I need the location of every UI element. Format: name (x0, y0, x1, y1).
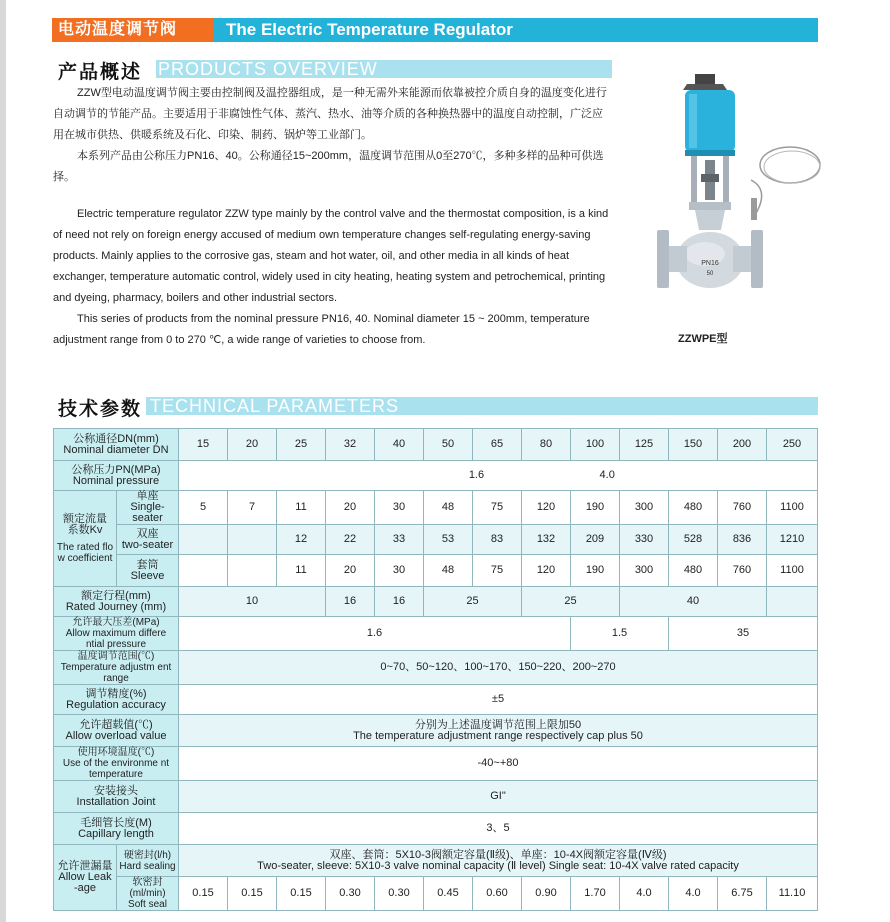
params-heading-cn: 技术参数 (58, 399, 143, 420)
kv-sleeve-cell: 300 (620, 555, 669, 587)
pressure-diff-cell: 1.5 (571, 617, 669, 651)
dn-cell: 20 (228, 429, 277, 461)
journey-cell: 10 (179, 587, 326, 617)
kv-sleeve-cell: 20 (326, 555, 375, 587)
label-accuracy: 调节精度(%) Regulation accuracy (54, 685, 179, 715)
kv-sleeve-cell: 48 (424, 555, 473, 587)
valve-marking-pn: PN16 (701, 260, 719, 267)
leak-soft-cell: 0.90 (522, 877, 571, 911)
kv-single-cell: 480 (669, 491, 718, 525)
kv-sleeve-cell: 120 (522, 555, 571, 587)
label-leakage: 允许泄漏量 Allow Leak -age (54, 845, 117, 911)
overview-paragraph-cn-2: 本系列产品由公称压力PN16、40。公称通径15~200mm，温度调节范围从0至270℃，多种多样的品种可供选择。 (53, 150, 604, 183)
label-temp-range: 温度调节范围(℃) Temperature adjustm ent range (54, 651, 179, 685)
leak-soft-cell: 0.45 (424, 877, 473, 911)
label-journey: 额定行程(mm) Rated Journey (mm) (54, 587, 179, 617)
dn-cell: 80 (522, 429, 571, 461)
kv-two-cell: 1210 (767, 525, 818, 555)
leak-soft-cell: 0.15 (228, 877, 277, 911)
kv-single-cell: 120 (522, 491, 571, 525)
dn-cell: 40 (375, 429, 424, 461)
leak-soft-cell: 1.70 (571, 877, 620, 911)
table-row-joint (54, 781, 818, 813)
label-ambient: 使用环境温度(℃) Use of the environme nt temperature (54, 747, 179, 781)
pressure-diff-cell: 35 (669, 617, 818, 651)
leak-hard-value: 双座、套筒：5X10-3阀额定容量(Ⅱ级)、单座：10-4X阀额定容量(Ⅳ级) Two-seater, sleeve: 5X10-3 valve nominal capacity (Ⅱ level) Single seat: 10-4X valve rated capacity (179, 845, 818, 877)
pressure-diff-cell: 1.6 (179, 617, 571, 651)
label-kv-single: 单座 Single-seater (117, 491, 179, 525)
table-row-pressure-diff (54, 617, 818, 651)
overload-value: 分别为上述温度调节范围上限加50 The temperature adjustment range respectively cap plus 50 (179, 715, 818, 747)
dn-cell: 32 (326, 429, 375, 461)
label-pressure-diff: 允许最大压差(MPa) Allow maximum differe ntial pressure (54, 617, 179, 651)
product-caption: ZZWPE型 (678, 333, 728, 345)
kv-two-cell: 528 (669, 525, 718, 555)
overview-paragraph-en-2: This series of products from the nominal pressure PN16, 40. Nominal diameter 15 ~ 200mm, temperature adjustment range from 0 to 270 ℃, a wide range of varieties to choose from. (53, 313, 590, 346)
journey-cell-empty (767, 587, 818, 617)
table-row-kv-two (54, 525, 818, 555)
kv-two-cell: 209 (571, 525, 620, 555)
label-leak-soft: 软密封(ml/min) Soft seal (117, 877, 179, 911)
kv-sleeve-cell: 480 (669, 555, 718, 587)
capillary-value: 3、5 (179, 813, 818, 845)
leak-soft-cell: 0.15 (277, 877, 326, 911)
header-title-cn: 电动温度调节阀 (52, 18, 214, 42)
ambient-value: -40~+80 (179, 747, 818, 781)
header-bar (52, 18, 818, 42)
pn-values: 1.6 4.0 (179, 461, 818, 491)
technical-parameters-table (53, 428, 818, 911)
journey-cell: 16 (375, 587, 424, 617)
dn-cell: 250 (767, 429, 818, 461)
params-heading-en: TECHNICAL PARAMETERS (150, 396, 400, 416)
leak-soft-cell: 11.10 (767, 877, 818, 911)
overview-paragraph-en-1: Electric temperature regulator ZZW type mainly by the control valve and the thermostat composition, is a kind of need not rely on foreign energy accused of medium own temperature changes self-regulating energy-saving products. Mainly applies to the corrosive gas, steam and hot water, oil, and other media in all kinds of heat exchanger, temperature automatic control, widely used in city heating, heating system and petrochemical, printing and dyeing, pharmacy, boilers and other industrial sectors. (53, 208, 609, 304)
overview-paragraph-cn-1: ZZW型电动温度调节阀主要由控制阀及温控器组成，是一种无需外来能源而依靠被控介质自身的温度变化进行自动调节的节能产品。主要适用于非腐蚀性气体、蒸汽、热水、油等介质的各种换热器中的温度自动控制，广泛应用在城市供热、供暖系统及石化、印染、制药、锅炉等工业部门。 (53, 87, 607, 141)
dn-cell: 25 (277, 429, 326, 461)
temp-range-value: 0~70、50~120、100~170、150~220、200~270 (179, 651, 818, 685)
label-leak-hard: 硬密封(l/h) Hard sealing (117, 845, 179, 877)
table-row-capillary (54, 813, 818, 845)
dn-cell: 100 (571, 429, 620, 461)
valve-marking-dn: 50 (706, 271, 714, 277)
table-row-dn (54, 429, 818, 461)
kv-sleeve-cell (179, 555, 228, 587)
label-kv-sleeve: 套筒 Sleeve (117, 555, 179, 587)
accuracy-value: ±5 (179, 685, 818, 715)
header-title-en: The Electric Temperature Regulator (226, 20, 513, 39)
kv-single-cell: 190 (571, 491, 620, 525)
kv-two-cell (228, 525, 277, 555)
label-joint: 安装接头 Installation Joint (54, 781, 179, 813)
table-row-accuracy (54, 685, 818, 715)
label-dn: 公称通径DN(mm) Nominal diameter DN (54, 429, 179, 461)
label-capillary: 毛细管长度(M) Capillary length (54, 813, 179, 845)
label-kv: 额定流量 系数Kv The rated flo w coefficient (54, 491, 117, 587)
kv-sleeve-cell: 760 (718, 555, 767, 587)
kv-two-cell: 22 (326, 525, 375, 555)
journey-cell: 25 (424, 587, 522, 617)
leak-soft-cell: 6.75 (718, 877, 767, 911)
journey-cell: 16 (326, 587, 375, 617)
kv-two-cell: 53 (424, 525, 473, 555)
kv-two-cell: 330 (620, 525, 669, 555)
kv-two-cell (179, 525, 228, 555)
dn-cell: 125 (620, 429, 669, 461)
kv-sleeve-cell (228, 555, 277, 587)
table-row-ambient (54, 747, 818, 781)
kv-two-cell: 836 (718, 525, 767, 555)
table-row-kv-single (54, 491, 818, 525)
kv-single-cell: 48 (424, 491, 473, 525)
dn-cell: 15 (179, 429, 228, 461)
table-row-temp-range (54, 651, 818, 685)
table-row-pn (54, 461, 818, 491)
dn-cell: 50 (424, 429, 473, 461)
dn-cell: 200 (718, 429, 767, 461)
leak-soft-cell: 0.15 (179, 877, 228, 911)
leak-soft-cell: 4.0 (669, 877, 718, 911)
kv-sleeve-cell: 190 (571, 555, 620, 587)
table-row-journey (54, 587, 818, 617)
kv-single-cell: 11 (277, 491, 326, 525)
kv-sleeve-cell: 75 (473, 555, 522, 587)
kv-single-cell: 1100 (767, 491, 818, 525)
journey-cell: 40 (620, 587, 767, 617)
valve-product-image (655, 70, 825, 320)
label-kv-two: 双座 two-seater (117, 525, 179, 555)
overview-heading-cn: 产品概述 (58, 62, 143, 83)
overview-heading-en: PRODUCTS OVERVIEW (158, 59, 378, 79)
kv-two-cell: 132 (522, 525, 571, 555)
kv-single-cell: 300 (620, 491, 669, 525)
kv-single-cell: 20 (326, 491, 375, 525)
dn-cell: 65 (473, 429, 522, 461)
kv-single-cell: 75 (473, 491, 522, 525)
kv-sleeve-cell: 30 (375, 555, 424, 587)
table-row-overload (54, 715, 818, 747)
kv-single-cell: 30 (375, 491, 424, 525)
kv-single-cell: 7 (228, 491, 277, 525)
journey-cell: 25 (522, 587, 620, 617)
kv-two-cell: 12 (277, 525, 326, 555)
table-row-kv-sleeve (54, 555, 818, 587)
leak-soft-cell: 0.30 (375, 877, 424, 911)
kv-single-cell: 760 (718, 491, 767, 525)
kv-two-cell: 83 (473, 525, 522, 555)
overview-text (53, 83, 613, 351)
kv-sleeve-cell: 11 (277, 555, 326, 587)
label-pn: 公称压力PN(MPa) Nominal pressure (54, 461, 179, 491)
page-edge (0, 0, 6, 922)
dn-cell: 150 (669, 429, 718, 461)
table-row-leak-hard (54, 845, 818, 877)
kv-single-cell: 5 (179, 491, 228, 525)
table-row-leak-soft (54, 877, 818, 911)
leak-soft-cell: 0.30 (326, 877, 375, 911)
kv-sleeve-cell: 1100 (767, 555, 818, 587)
leak-soft-cell: 4.0 (620, 877, 669, 911)
joint-value: GI" (179, 781, 818, 813)
leak-soft-cell: 0.60 (473, 877, 522, 911)
kv-two-cell: 33 (375, 525, 424, 555)
label-overload: 允许超载值(℃) Allow overload value (54, 715, 179, 747)
